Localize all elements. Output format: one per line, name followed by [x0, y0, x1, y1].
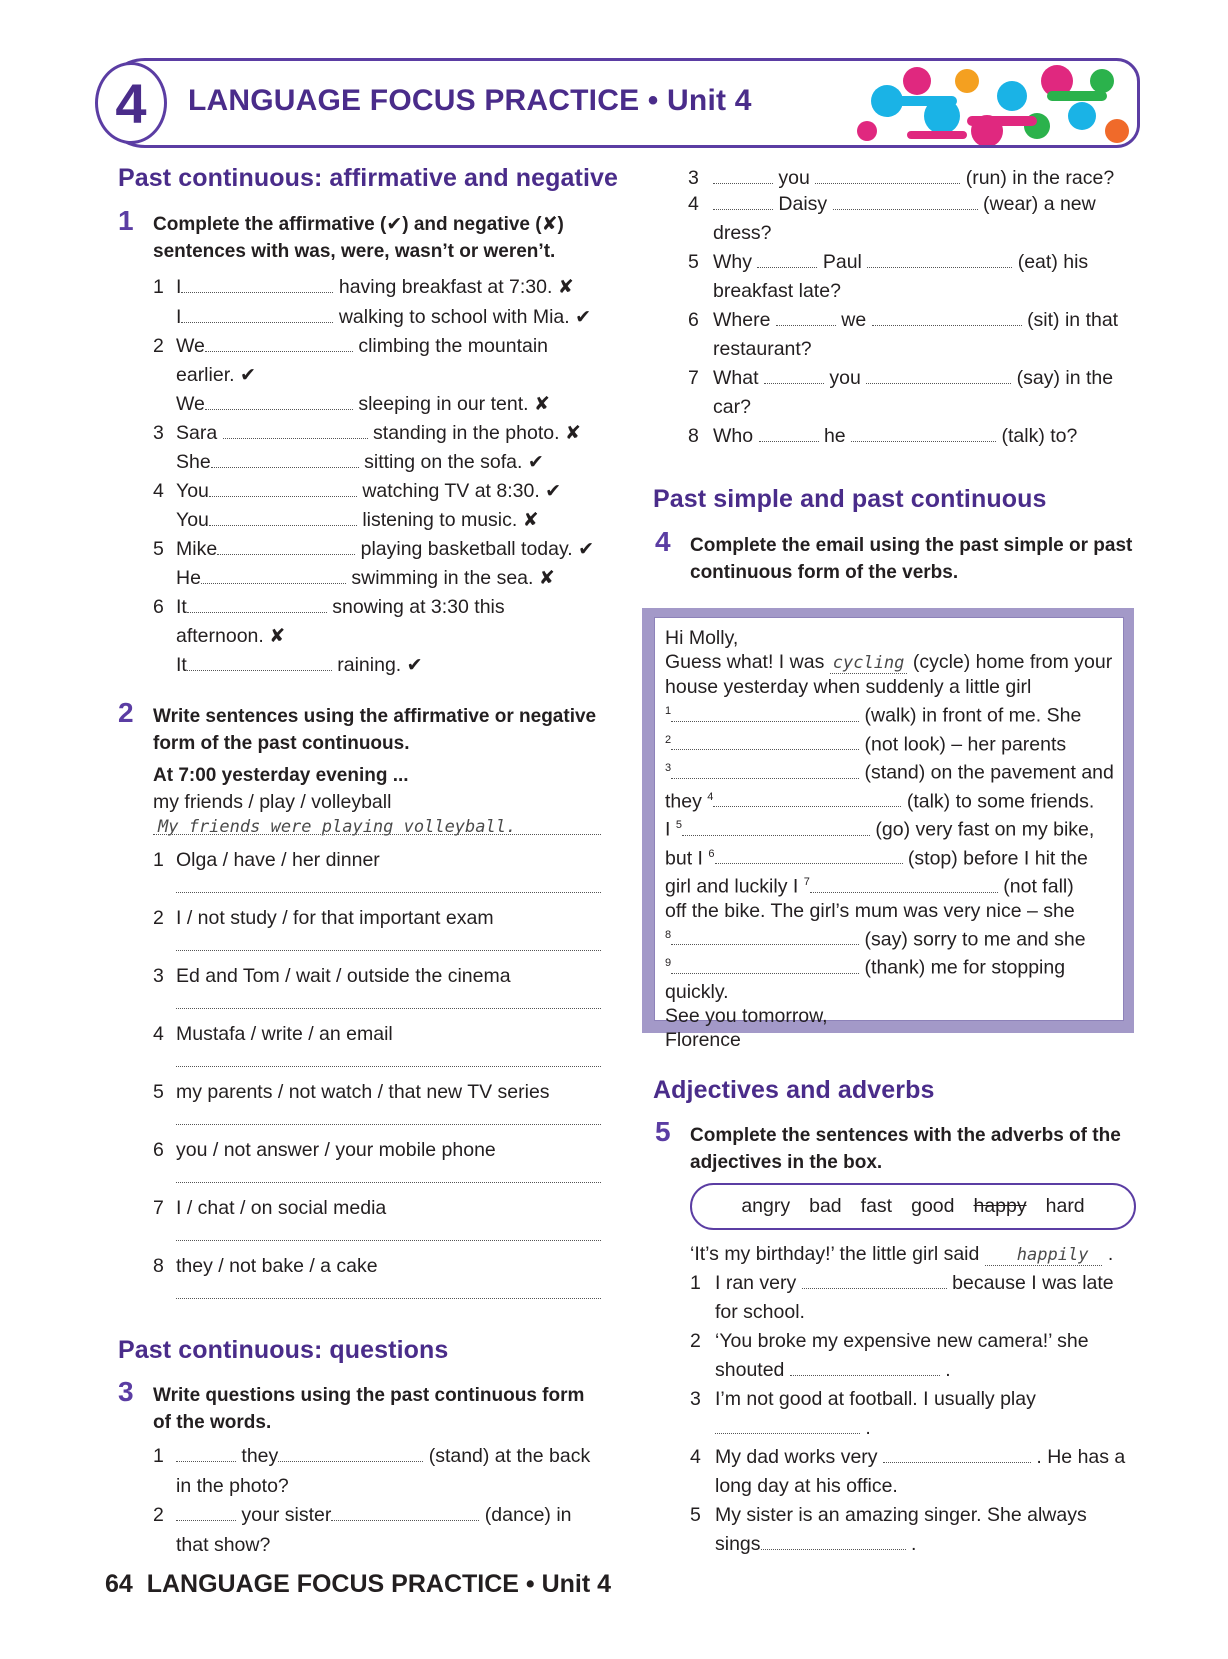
answer-blank[interactable]: [205, 394, 353, 410]
item-number: 6: [153, 596, 164, 618]
answer-blank[interactable]: [867, 252, 1012, 268]
item-number: 5: [153, 1081, 164, 1103]
list-item: shouted .: [715, 1359, 951, 1381]
answer-blank[interactable]: [872, 310, 1022, 326]
answer-blank[interactable]: [866, 368, 1011, 384]
exercise-instruction: Complete the sentences with the adverbs of the: [690, 1125, 1121, 1146]
word-option: hard: [1045, 1195, 1085, 1217]
answer-line: [153, 833, 601, 835]
item-number: 6: [153, 1139, 164, 1161]
list-item: We sleeping in our tent. ✘: [176, 393, 550, 415]
cross-mark-icon: ✘: [538, 568, 555, 589]
answer-blank[interactable]: [187, 655, 332, 671]
list-item: long day at his office.: [715, 1475, 898, 1497]
list-item: car?: [713, 396, 751, 418]
check-mark-icon: ✔: [545, 481, 562, 502]
answer-blank[interactable]: [757, 252, 817, 268]
exercise-instruction: Write questions using the past continuous form: [153, 1385, 585, 1406]
word-option: bad: [809, 1195, 842, 1217]
list-item: I having breakfast at 7:30. ✘: [176, 276, 574, 298]
answer-blank[interactable]: [176, 1446, 236, 1462]
list-item: I’m not good at football. I usually play: [715, 1388, 1036, 1410]
answer-blank[interactable]: [810, 877, 998, 893]
answer-blank[interactable]: [181, 277, 333, 293]
item-number: 1: [153, 276, 164, 298]
cross-mark-icon: ✘: [533, 394, 550, 415]
answer-blank[interactable]: [671, 763, 859, 779]
word-option-used: happy: [973, 1195, 1027, 1217]
list-item: Where we (sit) in that: [713, 309, 1119, 331]
answer-blank[interactable]: [851, 426, 996, 442]
email-line: Florence: [665, 1028, 741, 1051]
email-line: $^3$ (stand) on the pavement and: [665, 761, 1114, 784]
email-line: $^2$ (not look) – her parents: [665, 733, 1067, 755]
list-item: I / chat / on social media: [176, 1197, 387, 1219]
exercise-number: 2: [118, 697, 134, 728]
item-number: 3: [688, 167, 699, 189]
answer-blank[interactable]: [201, 568, 346, 584]
section-title: Past continuous: affirmative and negative: [118, 164, 619, 192]
answer-blank[interactable]: [205, 336, 353, 352]
example-answer: My friends were playing volleyball.: [158, 817, 517, 837]
email-line: $^1$ (walk) in front of me. She: [665, 704, 1082, 727]
item-number: 5: [690, 1504, 701, 1526]
exercise-instruction: Complete the email using the past simple or past: [690, 535, 1133, 556]
list-item: they (stand) at the back: [176, 1445, 590, 1468]
list-item: You listening to music. ✘: [176, 509, 539, 531]
check-mark-icon: ✔: [578, 539, 595, 560]
item-number: 2: [153, 1504, 164, 1526]
item-number: 8: [688, 425, 699, 447]
item-number: 5: [688, 251, 699, 273]
cross-mark-icon: ✘: [522, 510, 539, 531]
answer-line[interactable]: [176, 1181, 601, 1183]
answer-blank[interactable]: [209, 510, 357, 526]
answer-line[interactable]: [176, 891, 601, 893]
answer-blank[interactable]: [176, 1505, 236, 1521]
exercise-instruction: form of the past continuous.: [153, 733, 410, 754]
email-line: Guess what! I was cycling (cycle) home from your: [665, 651, 1113, 673]
email-line: See you tomorrow,: [665, 1004, 828, 1027]
list-item: your sister (dance) in: [176, 1504, 572, 1527]
item-number: 1: [153, 1445, 164, 1467]
example-prompt: my friends / play / volleyball: [153, 791, 392, 813]
item-number: 1: [690, 1272, 701, 1294]
answer-line[interactable]: [176, 1297, 601, 1299]
answer-blank[interactable]: [217, 539, 355, 555]
answer-blank[interactable]: [761, 1534, 906, 1550]
item-number: 4: [688, 193, 699, 215]
exercise-number: 4: [655, 526, 671, 557]
check-mark-icon: ✔: [527, 452, 544, 473]
list-item: Daisy (wear) a new: [713, 193, 1096, 216]
email-line: house yesterday when suddenly a little girl: [665, 676, 1032, 698]
answer-blank[interactable]: [278, 1446, 423, 1462]
word-option: fast: [860, 1195, 893, 1217]
answer-blank[interactable]: [802, 1273, 947, 1289]
answer-blank[interactable]: [759, 426, 819, 442]
list-item: ‘You broke my expensive new camera!’ she: [715, 1330, 1089, 1352]
list-item: You watching TV at 8:30. ✔: [176, 480, 562, 502]
example-answer: happily: [985, 1245, 1103, 1266]
email-line: they $^4$ (talk) to some friends.: [665, 790, 1095, 812]
answer-blank[interactable]: [715, 848, 903, 864]
list-item: My sister is an amazing singer. She always: [715, 1504, 1087, 1526]
answer-blank[interactable]: [764, 368, 824, 384]
page-title: LANGUAGE FOCUS PRACTICE • Unit 4: [188, 84, 752, 117]
unit-number-badge: 4: [95, 62, 167, 144]
item-number: 1: [153, 849, 164, 871]
email-line: quickly.: [665, 980, 729, 1003]
list-item: in the photo?: [176, 1475, 289, 1497]
item-number: 2: [690, 1330, 701, 1352]
list-item: Mike playing basketball today. ✔: [176, 538, 595, 560]
list-item: .: [715, 1417, 871, 1440]
item-number: 4: [153, 1023, 164, 1045]
answer-line[interactable]: [176, 1123, 601, 1125]
list-item: He swimming in the sea. ✘: [176, 567, 555, 589]
item-number: 5: [153, 538, 164, 560]
list-item: I ran very because I was late: [715, 1272, 1114, 1294]
list-item: Mustafa / write / an email: [176, 1023, 393, 1045]
list-item: my parents / not watch / that new TV series: [176, 1081, 550, 1103]
answer-blank[interactable]: [181, 307, 333, 323]
list-item: that show?: [176, 1534, 271, 1556]
context-text: At 7:00 yesterday evening ...: [153, 765, 409, 786]
list-item: Sara standing in the photo. ✘: [176, 422, 581, 444]
decorative-splash-graphic: [847, 61, 1137, 148]
answer-line[interactable]: [176, 1065, 601, 1067]
answer-blank[interactable]: [331, 1505, 479, 1521]
list-item: I walking to school with Mia. ✔: [176, 306, 592, 328]
list-item: My dad works very . He has a: [715, 1446, 1126, 1468]
email-line: $^8$ (say) sorry to me and she: [665, 928, 1086, 950]
answer-blank[interactable]: [776, 310, 836, 326]
list-item: sings .: [715, 1533, 917, 1555]
item-number: 3: [690, 1388, 701, 1410]
item-number: 4: [153, 480, 164, 502]
list-item: they / not bake / a cake: [176, 1255, 378, 1277]
section-title: Past continuous: questions: [118, 1336, 449, 1364]
list-item: restaurant?: [713, 338, 812, 360]
cross-mark-icon: ✘: [269, 626, 286, 647]
answer-blank[interactable]: [671, 958, 859, 974]
exercise-instruction: continuous form of the verbs.: [690, 562, 959, 583]
item-number: 4: [690, 1446, 701, 1468]
email-body: [654, 617, 1124, 1051]
answer-blank[interactable]: [883, 1447, 1031, 1463]
answer-line[interactable]: [176, 1239, 601, 1241]
item-number: 6: [688, 309, 699, 331]
item-number: 8: [153, 1255, 164, 1277]
list-item: earlier. ✔: [176, 364, 256, 386]
list-item: Why Paul (eat) his: [713, 251, 1089, 273]
email-line: $^9$ (thank) me for stopping: [665, 956, 1066, 979]
exercise-instruction: Write sentences using the affirmative or negative: [153, 706, 597, 727]
section-title: Adjectives and adverbs: [653, 1076, 935, 1104]
item-number: 7: [688, 367, 699, 389]
item-number: 2: [153, 907, 164, 929]
answer-blank[interactable]: [713, 168, 773, 184]
list-item: you / not answer / your mobile phone: [176, 1139, 496, 1161]
answer-blank[interactable]: [815, 168, 960, 184]
answer-blank[interactable]: [187, 597, 327, 613]
word-option: good: [911, 1195, 955, 1217]
section-title: Past simple and past continuous: [653, 485, 1047, 513]
cross-mark-icon: ✘: [557, 277, 574, 298]
answer-blank[interactable]: [209, 481, 357, 497]
page-number: 64: [105, 1570, 133, 1598]
answer-blank[interactable]: [833, 194, 978, 210]
answer-blank[interactable]: [682, 820, 870, 836]
answer-blank[interactable]: [671, 929, 859, 945]
answer-blank[interactable]: [671, 734, 859, 750]
item-number: 7: [153, 1197, 164, 1219]
list-item: dress?: [713, 222, 772, 244]
page-footer: [105, 1570, 611, 1599]
email-line: off the bike. The girl’s mum was very nice – she: [665, 899, 1075, 922]
exercise-instruction: of the words.: [153, 1412, 272, 1433]
item-number: 3: [153, 965, 164, 987]
list-item: afternoon. ✘: [176, 625, 286, 647]
word-option: angry: [741, 1195, 791, 1217]
footer-title: LANGUAGE FOCUS PRACTICE • Unit 4: [146, 1570, 612, 1598]
check-mark-icon: ✔: [575, 307, 592, 328]
exercise-number: 3: [118, 1376, 134, 1407]
list-item: Olga / have / her dinner: [176, 849, 380, 871]
answer-line[interactable]: [176, 1007, 601, 1009]
exercise-instruction: Complete the affirmative (✔) and negative (✘): [153, 214, 564, 235]
list-item: What you (say) in the: [713, 367, 1114, 389]
check-mark-icon: ✔: [239, 365, 256, 386]
answer-blank[interactable]: [715, 1418, 860, 1434]
exercise-instruction: sentences with was, were, wasn’t or weren’t.: [153, 241, 556, 262]
email-box: [642, 608, 1134, 1051]
list-item: I / not study / for that important exam: [176, 907, 494, 929]
answer-blank[interactable]: [211, 452, 359, 468]
list-item: We climbing the mountain: [176, 335, 549, 357]
answer-blank[interactable]: [223, 423, 368, 439]
answer-blank[interactable]: [713, 194, 773, 210]
list-item: breakfast late?: [713, 280, 841, 302]
example-answer: cycling: [830, 653, 908, 674]
cross-mark-icon: ✘: [564, 423, 581, 444]
check-mark-icon: ✔: [406, 655, 423, 676]
item-number: 2: [153, 335, 164, 357]
email-line: girl and luckily I $^7$ (not fall): [665, 875, 1074, 898]
list-item: It snowing at 3:30 this: [176, 596, 505, 618]
answer-line[interactable]: [176, 949, 601, 951]
list-item: Who he (talk) to?: [713, 425, 1078, 447]
answer-blank[interactable]: [713, 791, 901, 807]
email-line: but I $^6$ (stop) before I hit the: [665, 847, 1088, 869]
exercise-number: 1: [118, 205, 134, 236]
email-line: Hi Molly,: [665, 627, 739, 649]
list-item: for school.: [715, 1301, 805, 1323]
email-line: I $^5$ (go) very fast on my bike,: [665, 818, 1095, 841]
list-item: It raining. ✔: [176, 654, 423, 676]
list-item: Ed and Tom / wait / outside the cinema: [176, 965, 511, 987]
list-item: you (run) in the race?: [713, 167, 1114, 190]
example-sentence: ‘It’s my birthday!’ the little girl said happily .: [690, 1243, 1114, 1265]
answer-blank[interactable]: [790, 1360, 940, 1376]
answer-blank[interactable]: [671, 706, 859, 722]
word-box: [690, 1183, 1136, 1230]
item-number: 3: [153, 422, 164, 444]
exercise-number: 5: [655, 1116, 671, 1147]
list-item: She sitting on the sofa. ✔: [176, 451, 544, 473]
exercise-instruction: adjectives in the box.: [690, 1152, 883, 1173]
